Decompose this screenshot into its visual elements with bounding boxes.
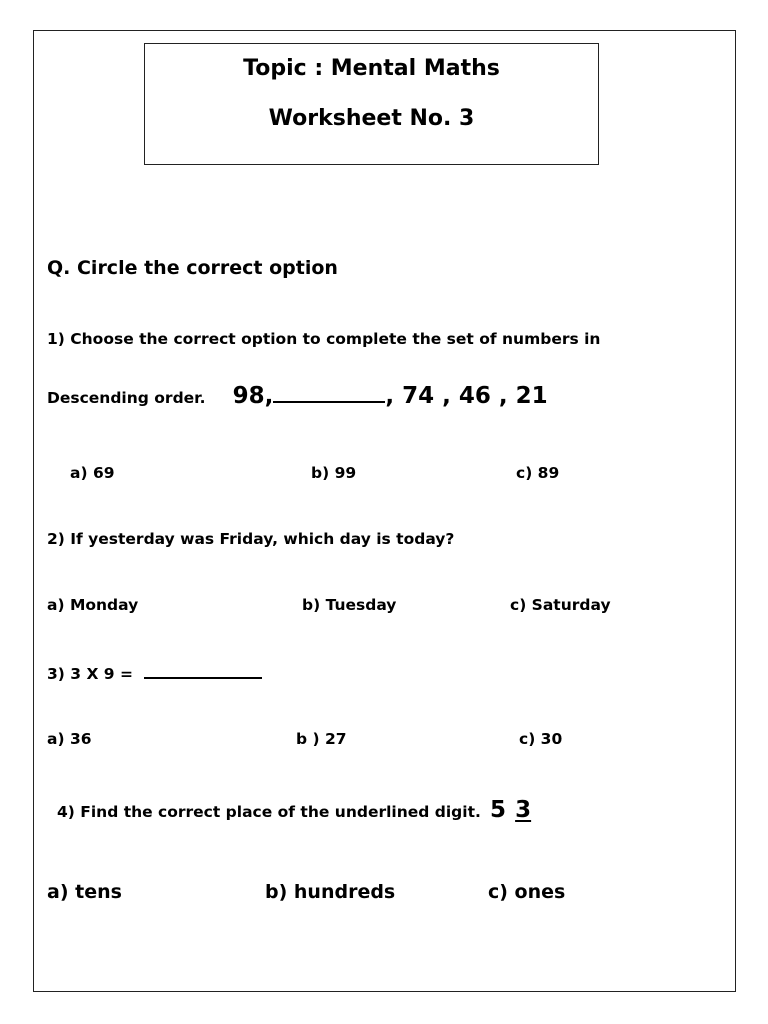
question-4-text: 4) Find the correct place of the underlined digit.: [57, 803, 481, 821]
question-4-option-a[interactable]: a) tens: [47, 881, 122, 903]
question-4-underlined-digit: 3: [515, 797, 532, 823]
page-border: [33, 30, 736, 992]
question-2-option-b[interactable]: b) Tuesday: [302, 596, 397, 614]
sequence-first-number: 98,: [232, 383, 274, 409]
topic-title: Topic : Mental Maths: [243, 56, 500, 81]
sequence-remaining-numbers: , 74 , 46 , 21: [385, 383, 548, 409]
sequence-blank: [273, 401, 385, 403]
question-3-line: [47, 664, 262, 683]
question-3-option-c[interactable]: c) 30: [519, 730, 563, 748]
question-1-option-b[interactable]: b) 99: [311, 464, 357, 482]
question-1-text: 1) Choose the correct option to complete the set of numbers in: [47, 330, 601, 348]
question-1-option-a[interactable]: a) 69: [70, 464, 115, 482]
question-4-option-c[interactable]: c) ones: [488, 881, 566, 903]
question-4-line: [57, 797, 531, 823]
instruction-heading: Q. Circle the correct option: [47, 257, 338, 279]
question-3-text: 3) 3 X 9 =: [47, 665, 133, 683]
worksheet-number: Worksheet No. 3: [268, 106, 475, 131]
question-3-option-a[interactable]: a) 36: [47, 730, 92, 748]
question-4-digit: 5: [489, 797, 506, 823]
question-4-option-b[interactable]: b) hundreds: [265, 881, 396, 903]
question-1-order-label: Descending order.: [47, 389, 206, 407]
question-1-sequence-line: [47, 383, 548, 409]
question-3-option-b[interactable]: b ) 27: [296, 730, 347, 748]
question-1-option-c[interactable]: c) 89: [516, 464, 560, 482]
question-2-option-c[interactable]: c) Saturday: [510, 596, 611, 614]
title-box: [144, 43, 599, 165]
question-2-option-a[interactable]: a) Monday: [47, 596, 139, 614]
question-3-answer-blank: [144, 677, 262, 679]
question-2-text: 2) If yesterday was Friday, which day is today?: [47, 530, 455, 548]
